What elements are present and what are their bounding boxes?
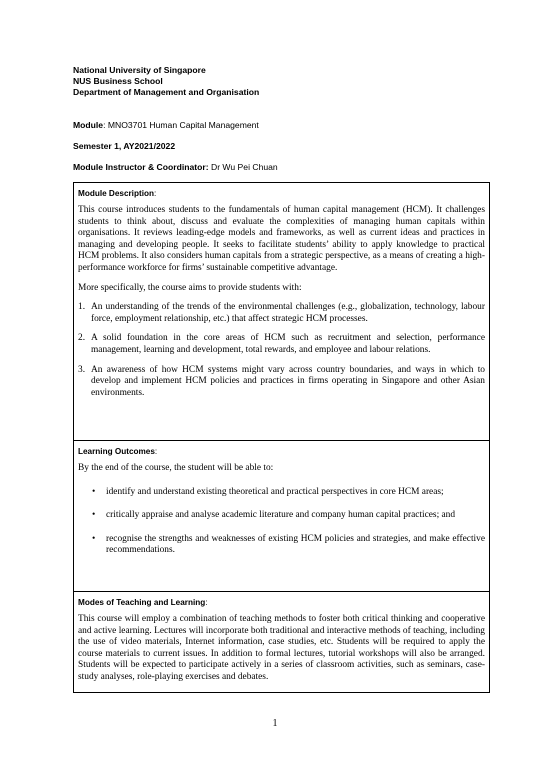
list-item: • critically appraise and analyse academic literature and company human capital practices; and xyxy=(92,510,456,521)
description-intro: This course introduces students to the fundamentals of human capital management (HCM). It challenges students to think about, discuss and evaluate the complexities of managing human capitals within organisations. It reviews leading-edge models and frameworks, as well as current ideas and practices in managing and developing people. It seeks to facilitate students’ ability to apply knowledge to practical HCM problems. It also considers human capitals from a strategic perspective, as a means of creating a high-performance workforce for firms’ sustainable competitive advantage. xyxy=(78,205,485,273)
outcomes-lead: By the end of the course, the student will be able to: xyxy=(78,463,274,473)
module-details-table xyxy=(73,182,490,693)
document-header xyxy=(73,65,259,98)
module-label: Module xyxy=(73,120,104,130)
teaching-learning-section xyxy=(74,592,489,692)
page-number: 1 xyxy=(272,718,278,729)
teaching-text: This course will employ a combination of teaching methods to foster both critical thinking and cooperative and active learning. Lectures will incorporate both traditional and interactive methods of teaching, including the use of video materials, Internet information, case studies, etc. Students will be required to apply the course materials to current issues. In addition to formal lectures, tutorial workshops will also be arranged. Students will be expected to participate actively in a series of classroom activities, such as seminars, case-study analyses, role-playing exercises and debates. xyxy=(78,614,485,682)
list-item: 1. An understanding of the trends of the environmental challenges (e.g., globalization, technology, labour force, employment relationship, etc.) that affect strategic HCM processes. xyxy=(78,302,485,324)
list-item: • identify and understand existing theoretical and practical perspectives in core HCM areas; xyxy=(92,486,444,497)
instructor-label: Module Instructor & Coordinator: xyxy=(73,162,209,172)
school-name: NUS Business School xyxy=(73,76,163,86)
bullet-icon: • xyxy=(92,533,96,544)
module-description-section xyxy=(74,183,489,441)
department-name: Department of Management and Organisation xyxy=(73,87,260,97)
list-item: 3. An awareness of how HCM systems might vary across country boundaries, and ways in which to develop and implement HCM policies and practices in firms operating in Singapore and other Asian environments. xyxy=(78,364,485,398)
description-lead: More specifically, the course aims to provide students with: xyxy=(78,282,302,293)
list-item: • recognise the strengths and weaknesses of existing HCM policies and strategies, and make effective recommendations. xyxy=(92,533,485,556)
section-heading: Modes of Teaching and Learning: xyxy=(78,598,208,607)
instructor-line xyxy=(73,162,278,173)
outcomes-list xyxy=(78,487,485,557)
section-heading: Module Description: xyxy=(78,189,157,198)
section-heading: Learning Outcomes: xyxy=(78,447,158,456)
instructor-value: Dr Wu Pei Chuan xyxy=(208,162,278,172)
university-name: National University of Singapore xyxy=(73,65,206,75)
module-value: : MNO3701 Human Capital Management xyxy=(103,120,259,130)
semester-line xyxy=(73,141,175,152)
list-item: 2. A solid foundation in the core areas of HCM such as recruitment and selection, performance management, learning and development, total rewards, and employee and labour relations. xyxy=(78,333,485,355)
module-line xyxy=(73,120,259,131)
bullet-icon: • xyxy=(92,510,96,521)
learning-outcomes-section xyxy=(74,441,489,592)
aims-list xyxy=(78,302,485,399)
semester-text: Semester 1, AY2021/2022 xyxy=(73,141,176,151)
bullet-icon: • xyxy=(92,486,96,497)
